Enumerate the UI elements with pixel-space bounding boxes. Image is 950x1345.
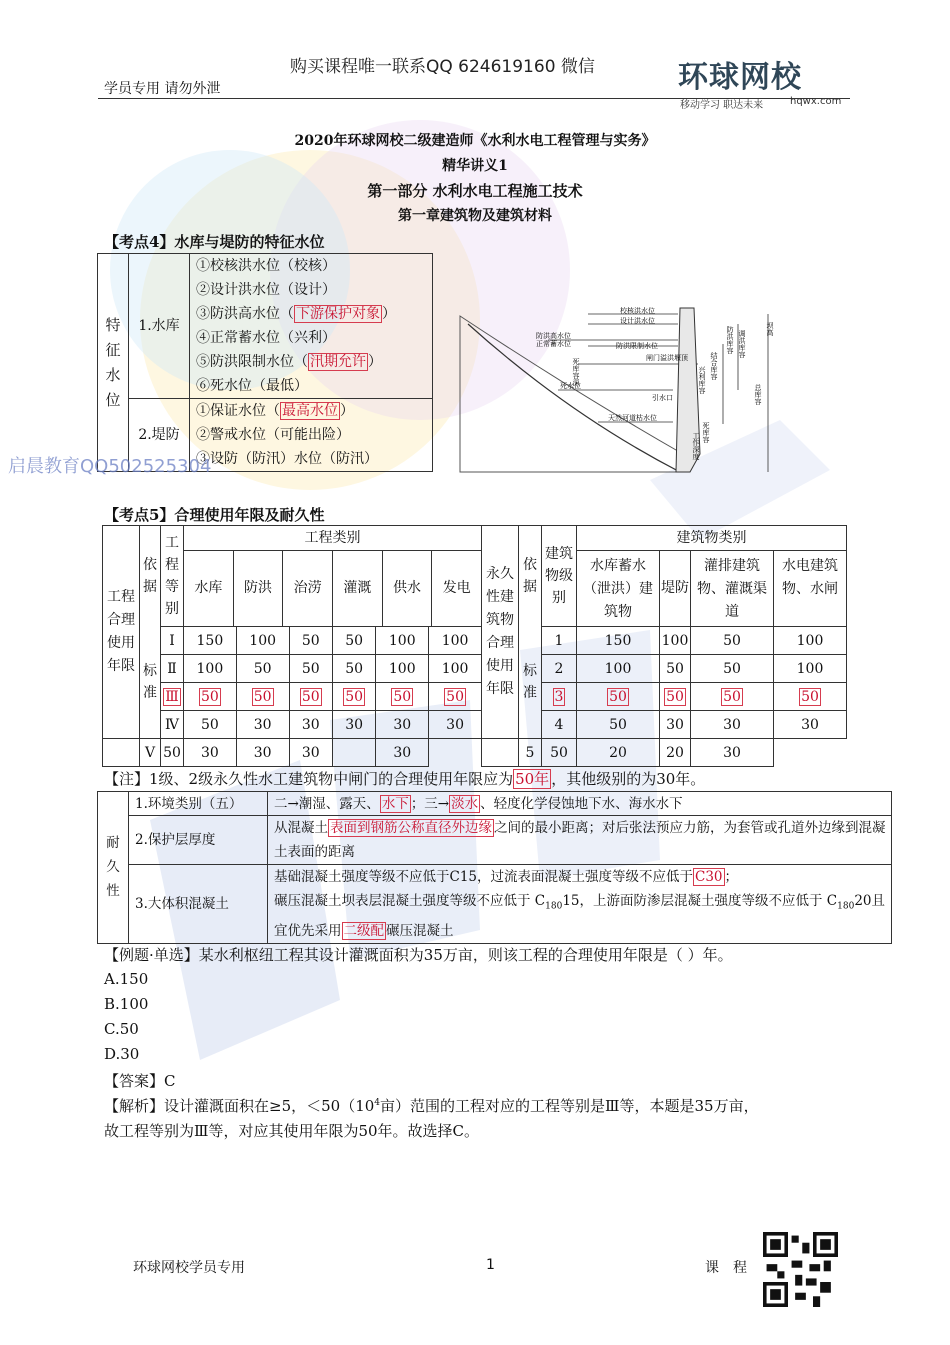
brand-url: hqwx.com [790,96,842,107]
kp5-left-cell: 50 [289,655,332,683]
kp5-left-root: 工程合理使用年限 [103,526,140,739]
kp5-right-cell: 50 [691,627,774,655]
kp4-root: 特征水位 [98,254,129,472]
diagram-label-3: 防洪高水位 [536,332,571,340]
diagram-label-5: 防洪限制水位 [616,342,658,350]
kp5-left-cell: 50 [289,683,332,711]
option-a: A.150 [104,970,149,988]
diagram-label-14: 死库容 [702,422,710,443]
kp5-right-cell: 150 [577,627,660,655]
kp5-right-cell: 30 [691,711,774,739]
option-c: C.50 [104,1020,139,1038]
kp4-res-item-6: ⑥死水位（最低） [190,374,433,399]
kp5-right-cell: 50 [577,711,660,739]
kp5-left-table [102,525,482,767]
kp5-left-cell: 100 [236,627,289,655]
doc-subtitle: 精华讲义1 [442,158,508,174]
kp5-right-root: 永久性建筑物合理使用年限 [482,526,519,739]
brand-logo: 环球网校 [678,60,802,95]
durability-r2-label: 2.保护层厚度 [129,816,268,865]
kp4-res-item-4: ④正常蓄水位（兴利） [190,326,433,350]
kp5-left-cell: 50 [429,683,482,711]
kp5-right-col-3: 灌排建筑物、灌溉渠道 [691,551,774,626]
kp5-left-cell: 50 [332,627,375,655]
kp5-left-cell: 30 [289,739,332,767]
kp5-left-cell: 30 [289,711,332,739]
kp5-right-cell: 50 [691,683,774,711]
kp5-right-col-2: 堤防 [660,551,691,626]
kp5-right-cell: 20 [577,739,660,767]
page-number: 1 [486,1257,495,1273]
kp5-right-cell: 50 [577,683,660,711]
kp4-table [97,253,433,472]
kp5-right-cell: 100 [577,655,660,683]
durability-r1-label: 1.环境类别（五） [129,792,268,816]
kp5-left-grade-header: 工程等别 [161,526,184,627]
diagram-label-6: 死水位 [560,382,581,390]
kp4-lev-item-2: ②警戒水位（可能出险） [190,423,433,447]
kp5-right-col-4: 水电建筑物、水闸 [782,558,838,597]
kp5-right-grade-5: 5 [519,739,542,767]
kp5-right-cell: 20 [660,739,691,767]
kp5-left-cell [332,739,375,767]
kp4-reservoir-label: 1.水库 [129,254,190,399]
kp4-res-item-3: ③防洪高水位（ 下游保护对象 ） [190,302,433,326]
kp5-right-grade-1: 1 [542,627,577,655]
kp5-left-cell: 100 [429,627,482,655]
diagram-label-1: 校核洪水位 [620,307,655,315]
kp5-left-col-6: 发电 [442,580,471,596]
kp5-left-cell: 30 [236,711,289,739]
kp4-title: 【考点4】水库与堤防的特征水位 [104,233,325,251]
kp5-left-cell: 50 [161,739,184,767]
kp5-left-cell: 100 [376,655,429,683]
kp5-left-cell: 30 [376,739,429,767]
kp5-left-cell: 50 [332,683,375,711]
kp5-left-grade-3: Ⅲ [161,683,184,711]
question-stem: 【例题·单选】某水利枢纽工程其设计灌溉面积为35万亩，则该工程的合理使用年限是（ ）年。 [104,946,733,964]
kp5-left-cell: 30 [236,739,289,767]
kp5-right-cell: 30 [660,711,691,739]
kp4-res-item-1: ①校核洪水位（校核） [190,254,433,279]
kp5-left-col-5: 供水 [383,551,433,626]
kp5-left-cell: 50 [236,655,289,683]
kp5-left-cell: 30 [429,711,482,739]
kp5-right-cell: 30 [774,711,847,739]
kp5-right-basis: 依据 [519,526,542,627]
diagram-label-15: 总库容 [754,384,762,405]
diagram-label-16: 死库容深 [572,358,580,386]
header-divider [98,98,850,99]
qr-code-icon[interactable] [763,1232,838,1307]
header-contact: 购买课程唯一联系QQ 624619160 微信 [290,57,595,77]
diagram-label-12: 调洪库容 [738,330,746,358]
kp5-right-table [481,525,847,767]
option-b: B.100 [104,995,149,1013]
analysis-line-1: 【解析】设计灌溉面积在≥5，$<50(10^4$亩）范围的工程对应的工程等别是Ⅲ等，本题是35万亩， [104,1097,759,1115]
diagram-label-10: 结合库容 [710,352,718,380]
kp5-left-type-label: 工程类别 [184,526,481,551]
part-title: 第一部分 水利水电工程施工技术 [367,182,583,200]
kp5-right-cell: 100 [774,655,847,683]
kp5-left-cell: 30 [184,739,237,767]
kp5-left-col-4: 灌溉 [333,551,383,626]
kp5-right-grade-2: 2 [542,655,577,683]
kp5-right-cell: 50 [660,655,691,683]
kp4-lev-item-3: ③设防（防汛）水位（防汛） [190,447,433,472]
durability-table [97,791,892,944]
kp5-left-cell: 50 [184,711,237,739]
header-student-only: 学员专用 请勿外泄 [104,81,221,97]
durability-r3-content: 基础混凝土强度等级不应低于C15，过流表面混凝土强度等级不应低于 C30 ； 碾压混凝土坝表层混凝土强度等级不应低于 $C_{180}15$，上游面防渗层混凝土强度等级不应低于 $C_{180}20$且宜优先采用 二级配 碾压混凝土 [268,865,892,944]
kp5-right-cell: 30 [691,739,774,767]
kp5-left-grade-5: Ⅴ [140,739,161,767]
kp5-right-cell: 50 [660,683,691,711]
kp5-right-type-label: 建筑物类别 [577,526,846,551]
diagram-label-13: 兴利库容 [698,366,706,394]
kp5-right-grade-3: 3 [542,683,577,711]
answer: 【答案】C [104,1072,176,1090]
kp5-right-standard: 标准 [519,627,542,739]
kp5-right-cell: 50 [691,655,774,683]
durability-r2-content: 从混凝土 表面到钢筋公称直径外边缘 之间的最小距离；对后张法预应力筋，为套管或孔道外边缘到混凝土表面的距离 [268,816,892,865]
durability-root: 耐久性 [98,792,129,944]
doc-title: 2020年环球网校二级建造师《水利水电工程管理与实务》 [294,133,656,149]
footer-course: 课 程 [705,1260,747,1276]
kp5-left-col-2: 防洪 [234,551,284,626]
kp5-left-col-1: 水库 [184,551,234,626]
kp5-right-cell: 100 [774,627,847,655]
durability-r1-content: 二→潮湿、露天、 水下 ；三→ 淡水 、轻度化学侵蚀地下水、海水水下 [268,792,892,816]
kp5-right-cell: 50 [542,739,577,767]
reservoir-diagram [458,304,780,476]
kp5-left-grade-2: Ⅱ [161,655,184,683]
kp5-left-cell: 50 [184,683,237,711]
kp5-left-cell: 50 [376,683,429,711]
diagram-label-8: 引水口 [652,394,673,402]
chapter-title: 第一章建筑物及建筑材料 [398,208,552,224]
kp5-left-cell: 100 [429,655,482,683]
kp5-left-cell: 100 [376,627,429,655]
diagram-label-17: 坝高 [766,322,774,336]
kp4-res-item-2: ②设计洪水位（设计） [190,278,433,302]
kp4-lev-item-1: ①保证水位（ 最高水位 ） [190,399,433,424]
kp5-right-grade-header: 建筑物级别 [542,526,577,627]
kp5-left-cell: 30 [376,711,429,739]
kp5-right-cell: 100 [660,627,691,655]
kp5-left-standard: 标准 [140,627,161,739]
kp5-left-col-3: 治涝 [283,551,333,626]
kp5-left-grade-1: Ⅰ [161,627,184,655]
kp5-right-cell: 50 [774,683,847,711]
option-d: D.30 [104,1045,140,1063]
kp4-res-item-5: ⑤防洪限制水位（ 汛期允许 ） [190,350,433,374]
kp4-levee-label: 2.堤防 [129,399,190,472]
kp5-left-cell: 100 [184,655,237,683]
diagram-label-11: 防洪库容 [726,326,734,354]
diagram-label-2: 设计洪水位 [620,317,655,325]
kp5-left-cell: 30 [332,711,375,739]
diagram-label-7: 闸门溢洪堰顶 [646,354,688,362]
kp5-left-type-header [184,526,482,627]
kp5-left-cell: 50 [289,627,332,655]
diagram-label-18: 工作深度 [692,432,700,460]
kp5-right-col-1: 水库蓄水（泄洪）建筑物 [577,551,660,626]
kp5-left-cell: 150 [184,627,237,655]
kp5-note: 【注】1级、2级永久性水工建筑物中闸门的合理使用年限应为 50年 ，其他级别的为30年。 [104,770,706,788]
kp5-left-cell: 50 [332,655,375,683]
analysis-line-2: 故工程等别为Ⅲ等，对应其使用年限为50年。故选择C。 [104,1122,480,1140]
kp5-left-cell: 50 [236,683,289,711]
kp5-title: 【考点5】合理使用年限及耐久性 [104,506,325,524]
footer-left: 环球网校学员专用 [133,1260,245,1276]
kp5-left-grade-4: Ⅳ [161,711,184,739]
brand-tagline: 移动学习 职达未来 [680,100,764,111]
overlay-watermark: 启晨教育QQ502525304 [8,456,212,477]
kp5-right-type-header [577,526,847,627]
durability-r3-label: 3.大体积混凝土 [129,865,268,944]
diagram-label-4: 正常蓄水位 [536,340,571,348]
kp5-left-basis: 依据 [140,526,161,627]
diagram-label-9: 天然河道枯水位 [608,414,657,422]
kp5-right-grade-4: 4 [542,711,577,739]
